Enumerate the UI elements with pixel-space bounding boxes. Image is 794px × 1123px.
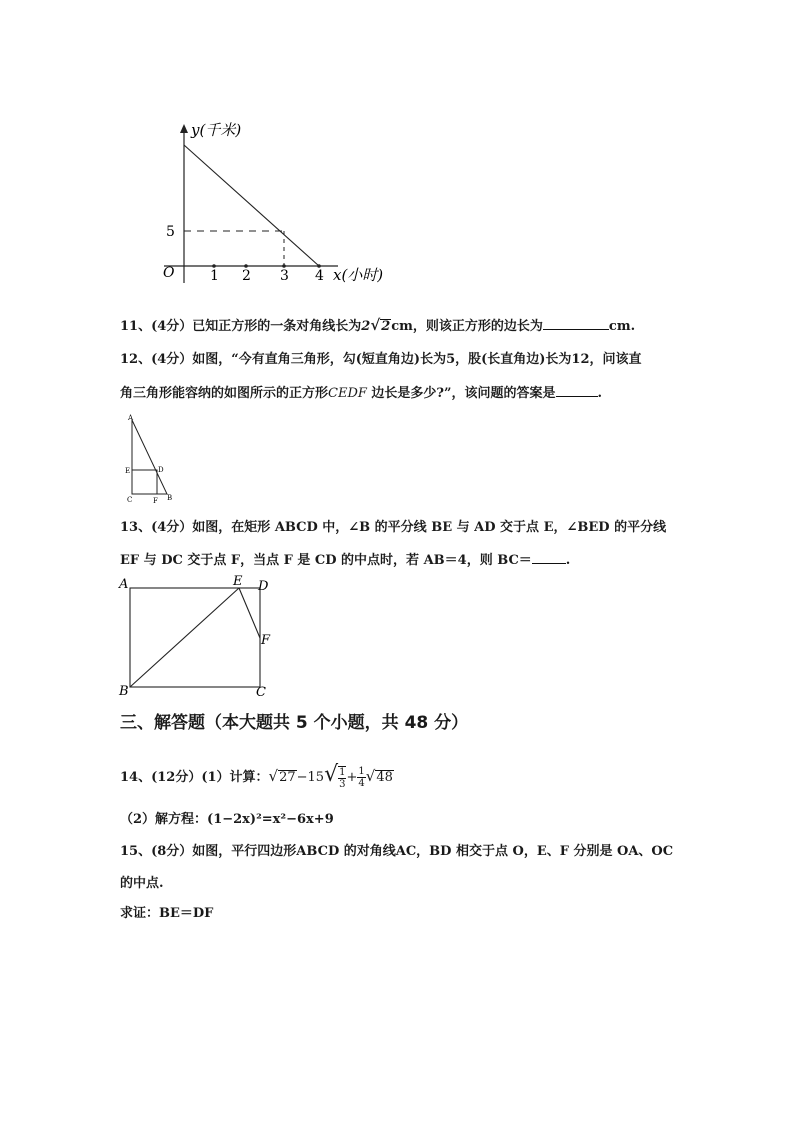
label-e: E <box>125 467 131 475</box>
label-a: A <box>119 577 129 592</box>
q11-suffix: cm. <box>608 319 636 334</box>
label-f: F <box>153 497 158 505</box>
label-a: A <box>128 414 134 422</box>
question-15-line2: 的中点. <box>120 876 164 891</box>
triangle-abc <box>132 420 167 494</box>
rectangle-abcd <box>130 588 260 687</box>
sqrt-symbol: √ <box>268 767 279 785</box>
x-axis-label: x(小时) <box>333 266 384 284</box>
question-11 <box>120 316 635 336</box>
section-heading: 三、解答题（本大题共 5 个小题，共 48 分） <box>120 713 469 733</box>
q11-radicand: 2 <box>381 319 391 334</box>
q12-var: CEDF <box>328 386 367 401</box>
question-14-part1 <box>120 762 394 791</box>
q12-answer-blank[interactable] <box>556 384 598 397</box>
x-tick-label-2: 2 <box>242 268 251 284</box>
q14-term3: 48 <box>376 770 393 785</box>
q12-text-b: 边长是多少?”，该问题的答案是 <box>366 386 556 401</box>
sqrt-symbol: √ <box>370 316 381 334</box>
q14-frac2 <box>357 766 365 789</box>
question-12-line2 <box>120 384 602 403</box>
rectangle-figure <box>115 572 275 700</box>
q14-plus: + <box>346 770 358 785</box>
x-tick-label-1: 1 <box>210 268 219 284</box>
q14-frac2-num: 1 <box>358 766 365 777</box>
q14-term1: 27 <box>279 770 296 785</box>
sqrt-symbol: √ <box>365 767 376 785</box>
y-axis-arrow <box>180 124 188 133</box>
label-d: D <box>258 579 269 594</box>
square-cedf <box>132 470 157 494</box>
label-c: C <box>256 685 266 700</box>
question-15-line3: 求证：BE＝DF <box>120 906 214 921</box>
x-tick-label-3: 3 <box>280 268 289 284</box>
q11-coef: 2 <box>361 319 371 334</box>
q13-answer-blank[interactable] <box>532 551 566 564</box>
distance-line <box>184 145 319 266</box>
label-d: D <box>158 466 164 474</box>
segment-ef <box>239 588 260 638</box>
q12-end: . <box>597 386 603 401</box>
x-tick-label-4: 4 <box>315 268 324 284</box>
q14-prefix: 14、(12分）(1）计算： <box>120 770 269 785</box>
label-e: E <box>233 574 243 589</box>
q12-text-a: 角三角形能容纳的如图所示的正方形 <box>120 386 329 401</box>
question-13-line1: 13、(4分）如图，在矩形 ABCD 中，∠B 的平分线 BE 与 AD 交于点 E，∠BED 的平分线 <box>120 520 667 535</box>
label-f: F <box>261 633 271 648</box>
q14-frac2-den: 4 <box>358 778 365 789</box>
y-axis-label: y(千米) <box>191 121 242 139</box>
sqrt-symbol: √ <box>324 762 339 787</box>
q13-end: . <box>565 553 571 568</box>
label-b: B <box>167 494 173 502</box>
q11-answer-blank[interactable] <box>543 317 609 330</box>
q11-prefix: 11、(4分）已知正方形的一条对角线长为 <box>120 319 362 334</box>
q14-frac1-den: 3 <box>339 778 346 790</box>
question-14-part2: （2）解方程：(1−2x)²=x²−6x+9 <box>120 812 334 827</box>
distance-time-graph <box>150 115 400 295</box>
q14-minus: −15 <box>296 770 325 785</box>
label-c: C <box>127 496 133 504</box>
segment-be <box>130 588 239 687</box>
question-12-line1: 12、(4分）如图，“今有直角三角形，勾(短直角边)长为5，股(长直角边)长为12，问该直 <box>120 352 642 367</box>
triangle-square-figure <box>122 410 182 508</box>
label-b: B <box>119 684 129 699</box>
q11-unit: cm，则该正方形的边长为 <box>391 319 543 334</box>
question-13-line2 <box>120 551 570 570</box>
q13-text: EF 与 DC 交于点 F，当点 F 是 CD 的中点时，若 AB＝4，则 BC＝ <box>120 553 532 568</box>
q14-frac1-num: 1 <box>339 766 346 778</box>
y-tick-label: 5 <box>166 224 175 240</box>
origin-label: O <box>163 265 175 281</box>
question-15-line1: 15、(8分）如图，平行四边形ABCD 的对角线AC，BD 相交于点 O，E、F 分别是 OA、OC <box>120 844 674 859</box>
